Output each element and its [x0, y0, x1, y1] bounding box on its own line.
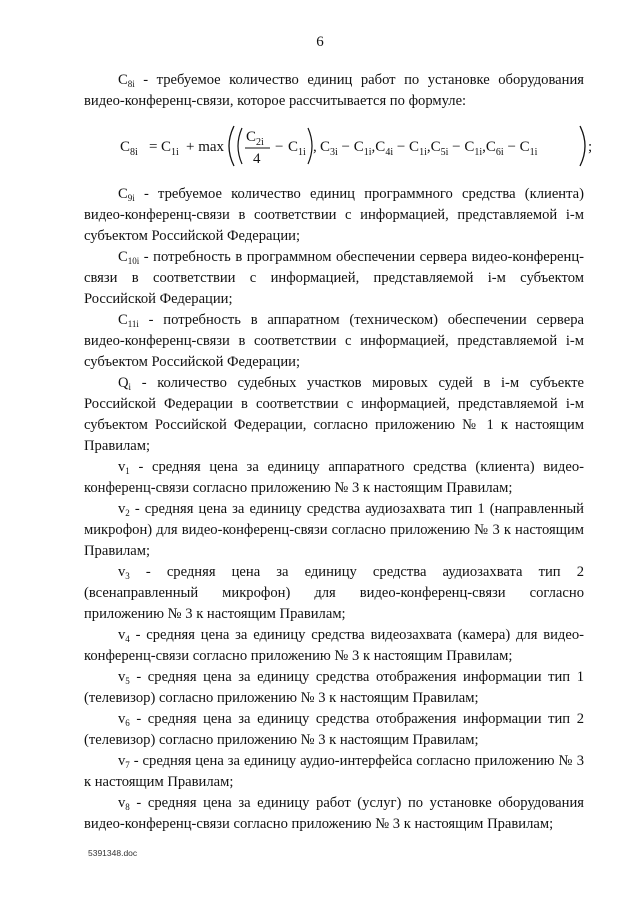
fraction-numerator: C — [246, 129, 257, 145]
fraction-denominator: 4 — [253, 151, 261, 167]
formula-end: ; — [588, 139, 593, 155]
formula-minus: − — [275, 139, 284, 155]
symbol-subscript: 8 — [125, 802, 130, 812]
symbol-subscript: 1 — [125, 466, 130, 476]
formula-term: C — [320, 139, 331, 155]
formula-term: C — [288, 139, 299, 155]
definition-text: - средняя цена за единицу средства аудиозахвата тип 1 (направленный микрофон) для видео-конференц-связи согласно приложению № 3 к настоящим Правилам; — [84, 501, 584, 559]
symbol: v — [118, 753, 126, 769]
definition-text: - потребность в программном обеспечении сервера видео-конференц-связи в соответствии с информацией, представляемой i-м субъектом Российской Федерации; — [84, 249, 584, 307]
definition-text: - средняя цена за единицу средства видеозахвата (камера) для видео-конференц-связи согласно приложению № 3 к настоящим Правилам; — [84, 627, 584, 664]
symbol: v — [118, 627, 126, 643]
formula-equals: = — [149, 139, 158, 155]
symbol: v — [118, 459, 126, 475]
svg-text:C1i — [161, 139, 179, 158]
symbol: C — [118, 72, 128, 88]
definition-paragraph — [84, 793, 584, 835]
svg-text:C2i — [246, 129, 264, 148]
inner-left-paren — [238, 128, 242, 164]
symbol-subscript: 8i — [127, 79, 135, 89]
definition-text: - средняя цена за единицу аппаратного средства (клиента) видео-конференц-связи согласно приложению № 3 к настоящим Правилам; — [84, 459, 584, 496]
symbol: Q — [118, 375, 129, 391]
definition-paragraph — [84, 562, 584, 625]
svg-text:C8i — [120, 139, 138, 158]
svg-text:C3i − C1i,C4i − C1i,C5i − C1i,: $C_{3i} - C_{1i},C_{4i} - C_{1i},C_{5i} - C_{1i},C_{6i} - C_{1i}$ — [320, 139, 538, 158]
definition-text: - требуемое количество единиц работ по установке оборудования видео-конференц-связи, которое рассчитывается по формуле: — [84, 72, 584, 109]
symbol-subscript: 2 — [125, 508, 130, 518]
definition-paragraph — [84, 457, 584, 499]
symbol: v — [118, 564, 126, 580]
formula-term-sub: 3i — [330, 147, 338, 158]
definition-paragraph — [84, 184, 584, 247]
symbol-subscript: 5 — [125, 676, 130, 686]
symbol: C — [118, 249, 128, 265]
definition-paragraph — [84, 310, 584, 373]
symbol-subscript: 11i — [127, 319, 139, 329]
definition-text: - потребность в аппаратном (техническом) обеспечении сервера видео-конференц-связи в соответствии с информацией, представляемой i-м субъектом Российской Федерации; — [84, 312, 584, 370]
outer-right-paren — [580, 126, 585, 166]
definition-c8i — [84, 70, 584, 112]
formula — [120, 122, 600, 170]
definition-text: - средняя цена за единицу средства отображения информации тип 1 (телевизор) согласно приложению № 3 к настоящим Правилам; — [84, 669, 584, 706]
symbol-subscript: 3 — [125, 571, 130, 581]
formula-term: C — [161, 139, 172, 155]
symbol-subscript: 4 — [125, 634, 130, 644]
formula-term-sub: 1i — [298, 147, 306, 158]
formula-max: + max — [186, 139, 225, 155]
definition-paragraph — [84, 373, 584, 457]
definition-paragraph — [84, 499, 584, 562]
page-number: 6 — [316, 34, 324, 50]
symbol: C — [118, 312, 128, 328]
symbol-subscript: 7 — [125, 760, 130, 770]
formula-term-sub: 1i — [171, 147, 179, 158]
definition-text: - средняя цена за единицу средства аудиозахвата тип 2 (всенаправленный микрофон) для видео-конференц-связи согласно приложению № 3 к настоящим Правилам; — [84, 564, 584, 622]
formula-lhs-sub: 8i — [130, 147, 138, 158]
intro-paragraph — [84, 70, 584, 112]
symbol: v — [118, 711, 126, 727]
outer-left-paren — [229, 126, 234, 166]
definition-paragraph — [84, 625, 584, 667]
definitions-list — [84, 184, 584, 835]
definition-paragraph — [84, 751, 584, 793]
inner-right-paren — [308, 128, 312, 164]
definition-paragraph — [84, 247, 584, 310]
formula-lhs: C — [120, 139, 131, 155]
symbol-subscript: 10i — [127, 256, 140, 266]
symbol: v — [118, 669, 126, 685]
symbol: v — [118, 501, 126, 517]
symbol-subscript: 6 — [125, 718, 130, 728]
svg-text:C1i — [288, 139, 306, 158]
definition-paragraph — [84, 709, 584, 751]
symbol-subscript: i — [128, 382, 132, 392]
symbol: v — [118, 795, 126, 811]
definition-text: - требуемое количество единиц программного средства (клиента) видео-конференц-связи в соответствии с информацией, представляемой i-м субъектом Российской Федерации; — [84, 186, 584, 244]
definition-text: - количество судебных участков мировых судей в i-м субъекте Российской Федерации в соответствии с информацией, представляемой i-м субъектом Российской Федерации, согласно приложению № 1 к настоящим Правилам; — [84, 375, 584, 454]
definition-text: - средняя цена за единицу аудио-интерфейса согласно приложению № 3 к настоящим Правилам; — [84, 753, 584, 790]
symbol-subscript: 9i — [127, 193, 135, 203]
footer-filename: 5391348.doc — [88, 848, 138, 858]
fraction-numerator-sub: 2i — [256, 137, 264, 148]
svg-text:,: , — [313, 139, 317, 155]
definition-paragraph — [84, 667, 584, 709]
definition-text: - средняя цена за единицу работ (услуг) по установке оборудования видео-конференц-связи согласно приложению № 3 к настоящим Правилам; — [84, 795, 584, 832]
symbol: C — [118, 186, 128, 202]
definition-text: - средняя цена за единицу средства отображения информации тип 2 (телевизор) согласно приложению № 3 к настоящим Правилам; — [84, 711, 584, 748]
